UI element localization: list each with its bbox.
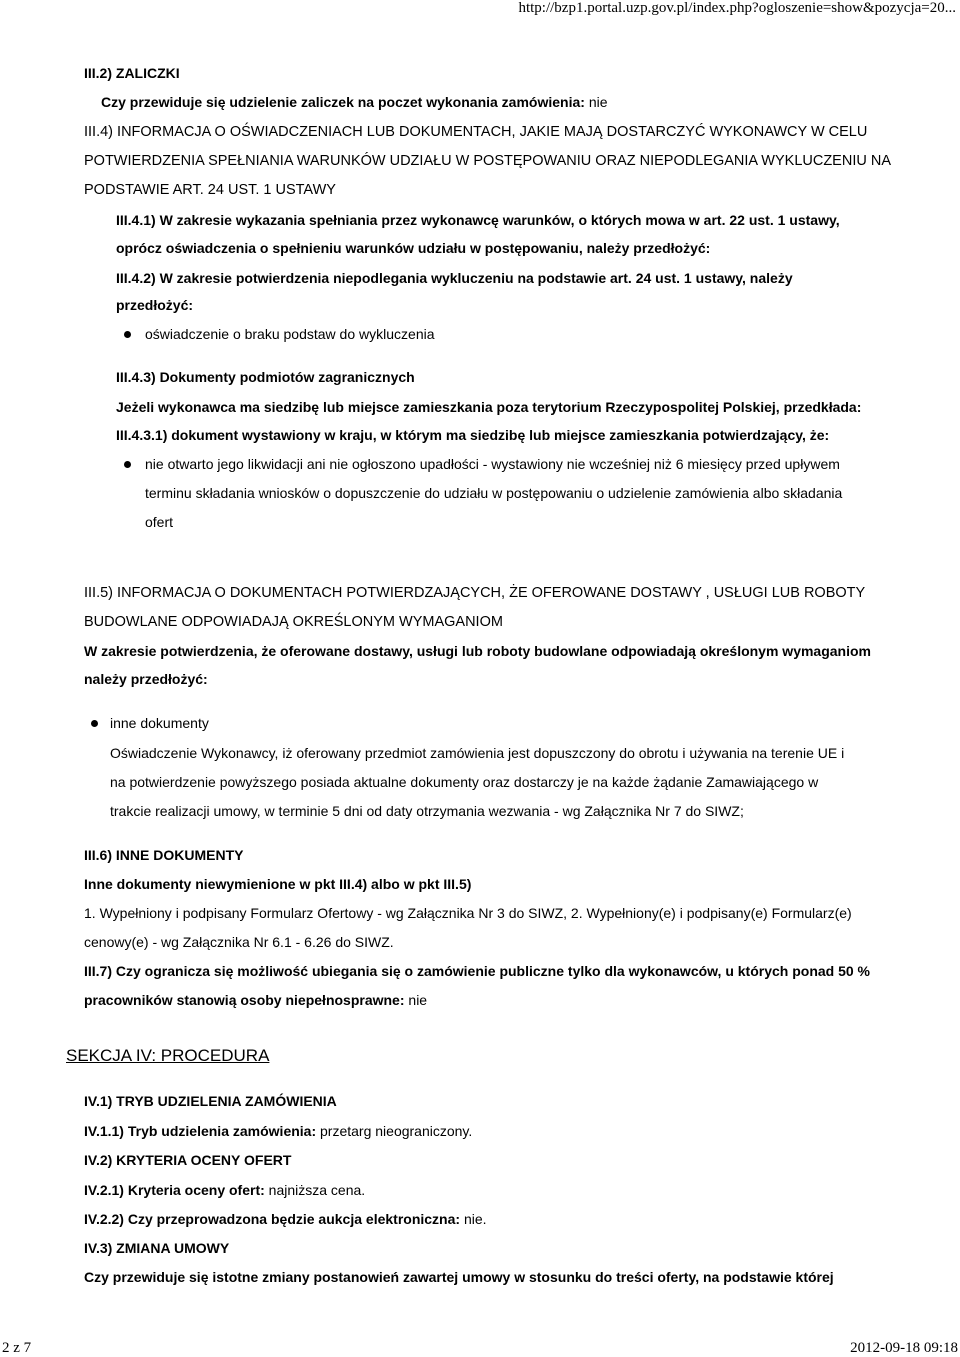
bullet-icon xyxy=(91,720,98,727)
section-3-5-heading-line-2: BUDOWLANE ODPOWIADAJĄ OKREŚLONYM WYMAGANIOM xyxy=(84,614,503,630)
bullet-icon xyxy=(124,461,131,468)
section-3-5-item-desc-line-1: Oświadczenie Wykonawcy, iż oferowany przedmiot zamówienia jest dopuszczony do obrotu i używania na terenie UE i xyxy=(110,745,845,761)
procedure-mode-value: przetarg nieograniczony. xyxy=(320,1123,473,1139)
section-3-4-heading-line-1: III.4) INFORMACJA O OŚWIADCZENIACH LUB DOKUMENTACH, JAKIE MAJĄ DOSTARCZYĆ WYKONAWCY W CELU xyxy=(84,124,868,140)
print-header-url: http://bzp1.portal.uzp.gov.pl/index.php?ogloszenie=show&pozycja=20... xyxy=(518,0,956,16)
section-3-7-line-2 xyxy=(84,992,427,1008)
section-3-6-text-line-2: cenowy(e) - wg Załącznika Nr 6.1 - 6.26 do SIWZ. xyxy=(84,934,394,950)
section-4-2-2 xyxy=(84,1211,487,1227)
section-3-4-3-1-heading: III.4.3.1) dokument wystawiony w kraju, w którym ma siedzibę lub miejsce zamieszkania potwierdzający, że: xyxy=(116,427,830,443)
section-3-4-2-item: oświadczenie o braku podstaw do wykluczenia xyxy=(145,326,435,342)
section-4-3-heading: IV.3) ZMIANA UMOWY xyxy=(84,1240,230,1256)
electronic-auction-value: nie. xyxy=(463,1211,487,1227)
section-4-1-1 xyxy=(84,1123,472,1139)
section-3-4-3-1-item-line-2: terminu składania wniosków o dopuszczenie do udziału w postępowaniu o udzielenie zamówienia albo składania xyxy=(145,485,843,501)
evaluation-criteria-value: najniższa cena. xyxy=(268,1182,366,1198)
evaluation-criteria-label: IV.2.1) Kryteria oceny ofert: xyxy=(84,1182,265,1198)
section-3-4-3-intro: Jeżeli wykonawca ma siedzibę lub miejsce zamieszkania poza terytorium Rzeczypospolitej Polskiej, przedkłada: xyxy=(116,399,862,415)
section-3-5-item-desc-line-3: trakcie realizacji umowy, w terminie 5 dni od daty otrzymania wezwania - wg Załącznika Nr 7 do SIWZ; xyxy=(110,803,744,819)
print-footer-datetime: 2012-09-18 09:18 xyxy=(850,1340,958,1356)
section-3-4-3-heading: III.4.3) Dokumenty podmiotów zagranicznych xyxy=(116,369,415,385)
section-3-6-text-line-1: 1. Wypełniony i podpisany Formularz Ofertowy - wg Załącznika Nr 3 do SIWZ, 2. Wypełniony(e) i podpisany(e) Formularz(e) xyxy=(84,905,852,921)
section-4-1-heading: IV.1) TRYB UDZIELENIA ZAMÓWIENIA xyxy=(84,1093,337,1109)
section-3-4-2-line-1: III.4.2) W zakresie potwierdzenia niepodlegania wykluczeniu na podstawie art. 24 ust. 1 ustawy, należy xyxy=(116,270,793,286)
section-3-4-3-1-item-line-3: ofert xyxy=(145,514,174,530)
section-4-title: SEKCJA IV: PROCEDURA xyxy=(66,1046,270,1065)
advance-payment-question xyxy=(101,94,608,110)
section-3-6-heading: III.6) INNE DOKUMENTY xyxy=(84,847,244,863)
print-footer-page: 2 z 7 xyxy=(2,1340,32,1356)
section-3-5-item: inne dokumenty xyxy=(110,715,209,731)
advance-payment-label: Czy przewiduje się udzielenie zaliczek na poczet wykonania zamówienia: xyxy=(101,94,585,110)
section-3-2-heading: III.2) ZALICZKI xyxy=(84,65,180,81)
section-3-7-line-1: III.7) Czy ogranicza się możliwość ubiegania się o zamówienie publiczne tylko dla wykonawców, u których ponad 50 % xyxy=(84,963,871,979)
section-3-4-2-line-2: przedłożyć: xyxy=(116,297,194,313)
section-3-4-1-line-1: III.4.1) W zakresie wykazania spełniania przez wykonawcę warunków, o których mowa w art. 22 ust. 1 ustawy, xyxy=(116,212,840,228)
section-4-2-heading: IV.2) KRYTERIA OCENY OFERT xyxy=(84,1152,292,1168)
section-3-5-intro-line-1: W zakresie potwierdzenia, że oferowane dostawy, usługi lub roboty budowlane odpowiadają określonym wymaganiom xyxy=(84,643,871,659)
section-4-2-1 xyxy=(84,1182,365,1198)
procedure-mode-label: IV.1.1) Tryb udzielenia zamówienia: xyxy=(84,1123,317,1139)
section-3-7-value: nie xyxy=(408,992,428,1008)
section-3-4-1-line-2: oprócz oświadczenia o spełnieniu warunków udziału w postępowaniu, należy przedłożyć: xyxy=(116,240,711,256)
section-3-5-intro-line-2: należy przedłożyć: xyxy=(84,671,208,687)
section-3-5-heading-line-1: III.5) INFORMACJA O DOKUMENTACH POTWIERDZAJĄCYCH, ŻE OFEROWANE DOSTAWY , USŁUGI LUB ROBOTY xyxy=(84,585,866,601)
section-3-4-3-1-item-line-1: nie otwarto jego likwidacji ani nie ogłoszono upadłości - wystawiony nie wcześniej niż 6 miesięcy przed upływem xyxy=(145,456,840,472)
electronic-auction-label: IV.2.2) Czy przeprowadzona będzie aukcja elektroniczna: xyxy=(84,1211,461,1227)
bullet-icon xyxy=(124,331,131,338)
advance-payment-value: nie xyxy=(588,94,608,110)
section-3-6-subheading: Inne dokumenty niewymienione w pkt III.4) albo w pkt III.5) xyxy=(84,876,472,892)
section-3-4-heading-line-2: POTWIERDZENIA SPEŁNIANIA WARUNKÓW UDZIAŁU W POSTĘPOWANIU ORAZ NIEPODLEGANIA WYKLUCZENIU NA xyxy=(84,153,892,169)
section-3-4-heading-line-3: PODSTAWIE ART. 24 UST. 1 USTAWY xyxy=(84,182,336,198)
section-3-5-item-desc-line-2: na potwierdzenie powyższego posiada aktualne dokumenty oraz dostarczy je na każde żądanie Zamawiającego w xyxy=(110,774,819,790)
section-4-3-question: Czy przewiduje się istotne zmiany postanowień zawartej umowy w stosunku do treści oferty, na podstawie której xyxy=(84,1269,834,1285)
section-3-7-label: pracowników stanowią osoby niepełnosprawne: xyxy=(84,992,405,1008)
